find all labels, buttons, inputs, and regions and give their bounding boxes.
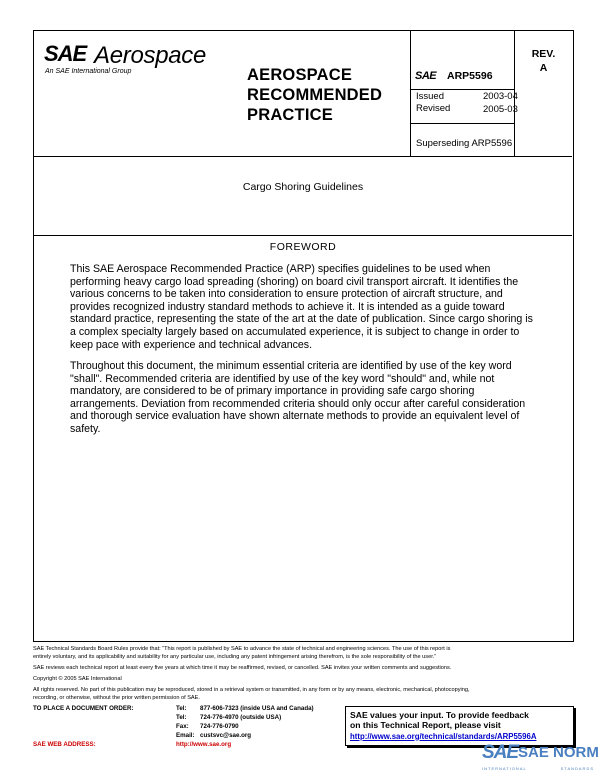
feedback-link[interactable]: http://www.sae.org/technical/standards/ARP5596A [350,731,537,741]
rules-line-1: SAE Technical Standards Board Rules provide that: “This report is published by SAE to advance the state of technical and engineering sciences. The use of this report is [33,646,451,652]
phone-inside-usa [176,705,314,712]
phone-outside-usa [176,714,281,721]
superseding-note: Superseding ARP5596 [416,138,513,149]
document-number: ARP5596 [447,70,493,82]
stamp-right-text: STANDARDS [560,766,594,771]
header-revision-cell [515,31,572,156]
rights-line-2: recording, or otherwise, without the prior written permission of SAE. [33,695,200,701]
foreword-paragraph-1: This SAE Aerospace Recommended Practice (ARP) specifies guidelines to be used when performing heavy cargo load spreading (shoring) on board civil transport aircraft. It identifies the various concerns to be taken into consideration to ensure protection of aircraft structure, and provides recognized industry standard methods to achieve it. It is intended as a guide toward standard practice, representing the state of the art at the date of publication. Since cargo shoring is a complex specialty largely based on accumulated experience, it is subject to change in order to keep pace with experience and technical advances. [70,263,533,351]
email-label: Email: [176,732,195,739]
document-title: Cargo Shoring Guidelines [242,181,364,193]
web-address-link[interactable]: http://www.sae.org [176,741,232,748]
divider [411,123,515,124]
logo-sae-text: SAE [44,41,87,66]
issued-label: Issued [416,91,444,102]
revision-value: A [539,62,548,74]
fax-label: Fax: [176,723,189,730]
feedback-line-2: on this Technical Report, please visit [350,720,501,731]
web-address-label: SAE WEB ADDRESS: [33,741,96,748]
copyright-line: Copyright © 2005 SAE International [33,676,122,682]
issued-value: 2003-04 [483,91,518,102]
divider [411,89,515,90]
tel-value: 877-606-7323 (inside USA and Canada) [200,705,314,712]
revised-value: 2005-03 [483,104,518,115]
tel-label: Tel: [176,714,187,721]
doc-type-line-3: PRACTICE [247,106,333,124]
email-address [176,732,251,739]
document-frame [33,30,574,642]
doc-type-line-1: AEROSPACE [247,66,353,84]
logo-aerospace-text: Aerospace [94,42,207,69]
tel-label: Tel: [176,705,187,712]
rights-line-1: All rights reserved. No part of this publication may be reproduced, stored in a retrieval system or transmitted, in any form or by any means, electronic, mechanical, photocopying, [33,687,470,693]
title-band [34,157,572,236]
stamp-sae-text: SAE [482,742,519,763]
stamp-left-text: INTERNATIONAL [482,766,527,771]
header-left-cell [34,31,411,156]
email-value[interactable]: custsvc@sae.org [200,732,252,739]
document-header [34,31,572,157]
tel-value: 724-776-4970 (outside USA) [200,714,282,721]
sae-norm-watermark [482,742,599,774]
revision-label: REV. [531,48,556,60]
document-type [247,65,382,125]
fax-value: 724-776-0790 [200,723,239,730]
stamp-subtitle [482,766,594,771]
fax-number [176,723,239,730]
order-label: TO PLACE A DOCUMENT ORDER: [33,705,134,712]
foreword-heading: FOREWORD [269,241,337,253]
foreword-section [34,236,572,640]
review-line: SAE reviews each technical report at least every five years at which time it may be reaffirmed, revised, or cancelled. SAE invites your written comments and suggestions. [33,665,452,671]
rules-line-2: entirely voluntary, and its applicability and suitability for any particular use, including any patent infringement arising therefrom, is the sole responsibility of the user.” [33,654,437,660]
revised-label: Revised [416,103,451,114]
doc-type-line-2: RECOMMENDED [247,86,383,104]
logo-subtitle: An SAE International Group [45,68,132,75]
foreword-paragraph-2: Throughout this document, the minimum essential criteria are identified by use of the key word "shall". Recommended criteria are identified by use of the key word "should" and, while not mandatory, are considered to be of primary importance in providing safe cargo shoring arrangements. Deviation from recommended criteria should only occur after careful consideration and thorough service evaluation have shown alternate methods to provide an equivalent level of safety. [70,360,526,435]
stamp-norm-text: SAE NORM [518,744,599,761]
feedback-line-1: SAE values your input. To provide feedback [350,710,529,720]
feedback-box [345,706,574,746]
header-info-cell [411,31,518,156]
sae-mini-logo: SAE [415,70,437,82]
